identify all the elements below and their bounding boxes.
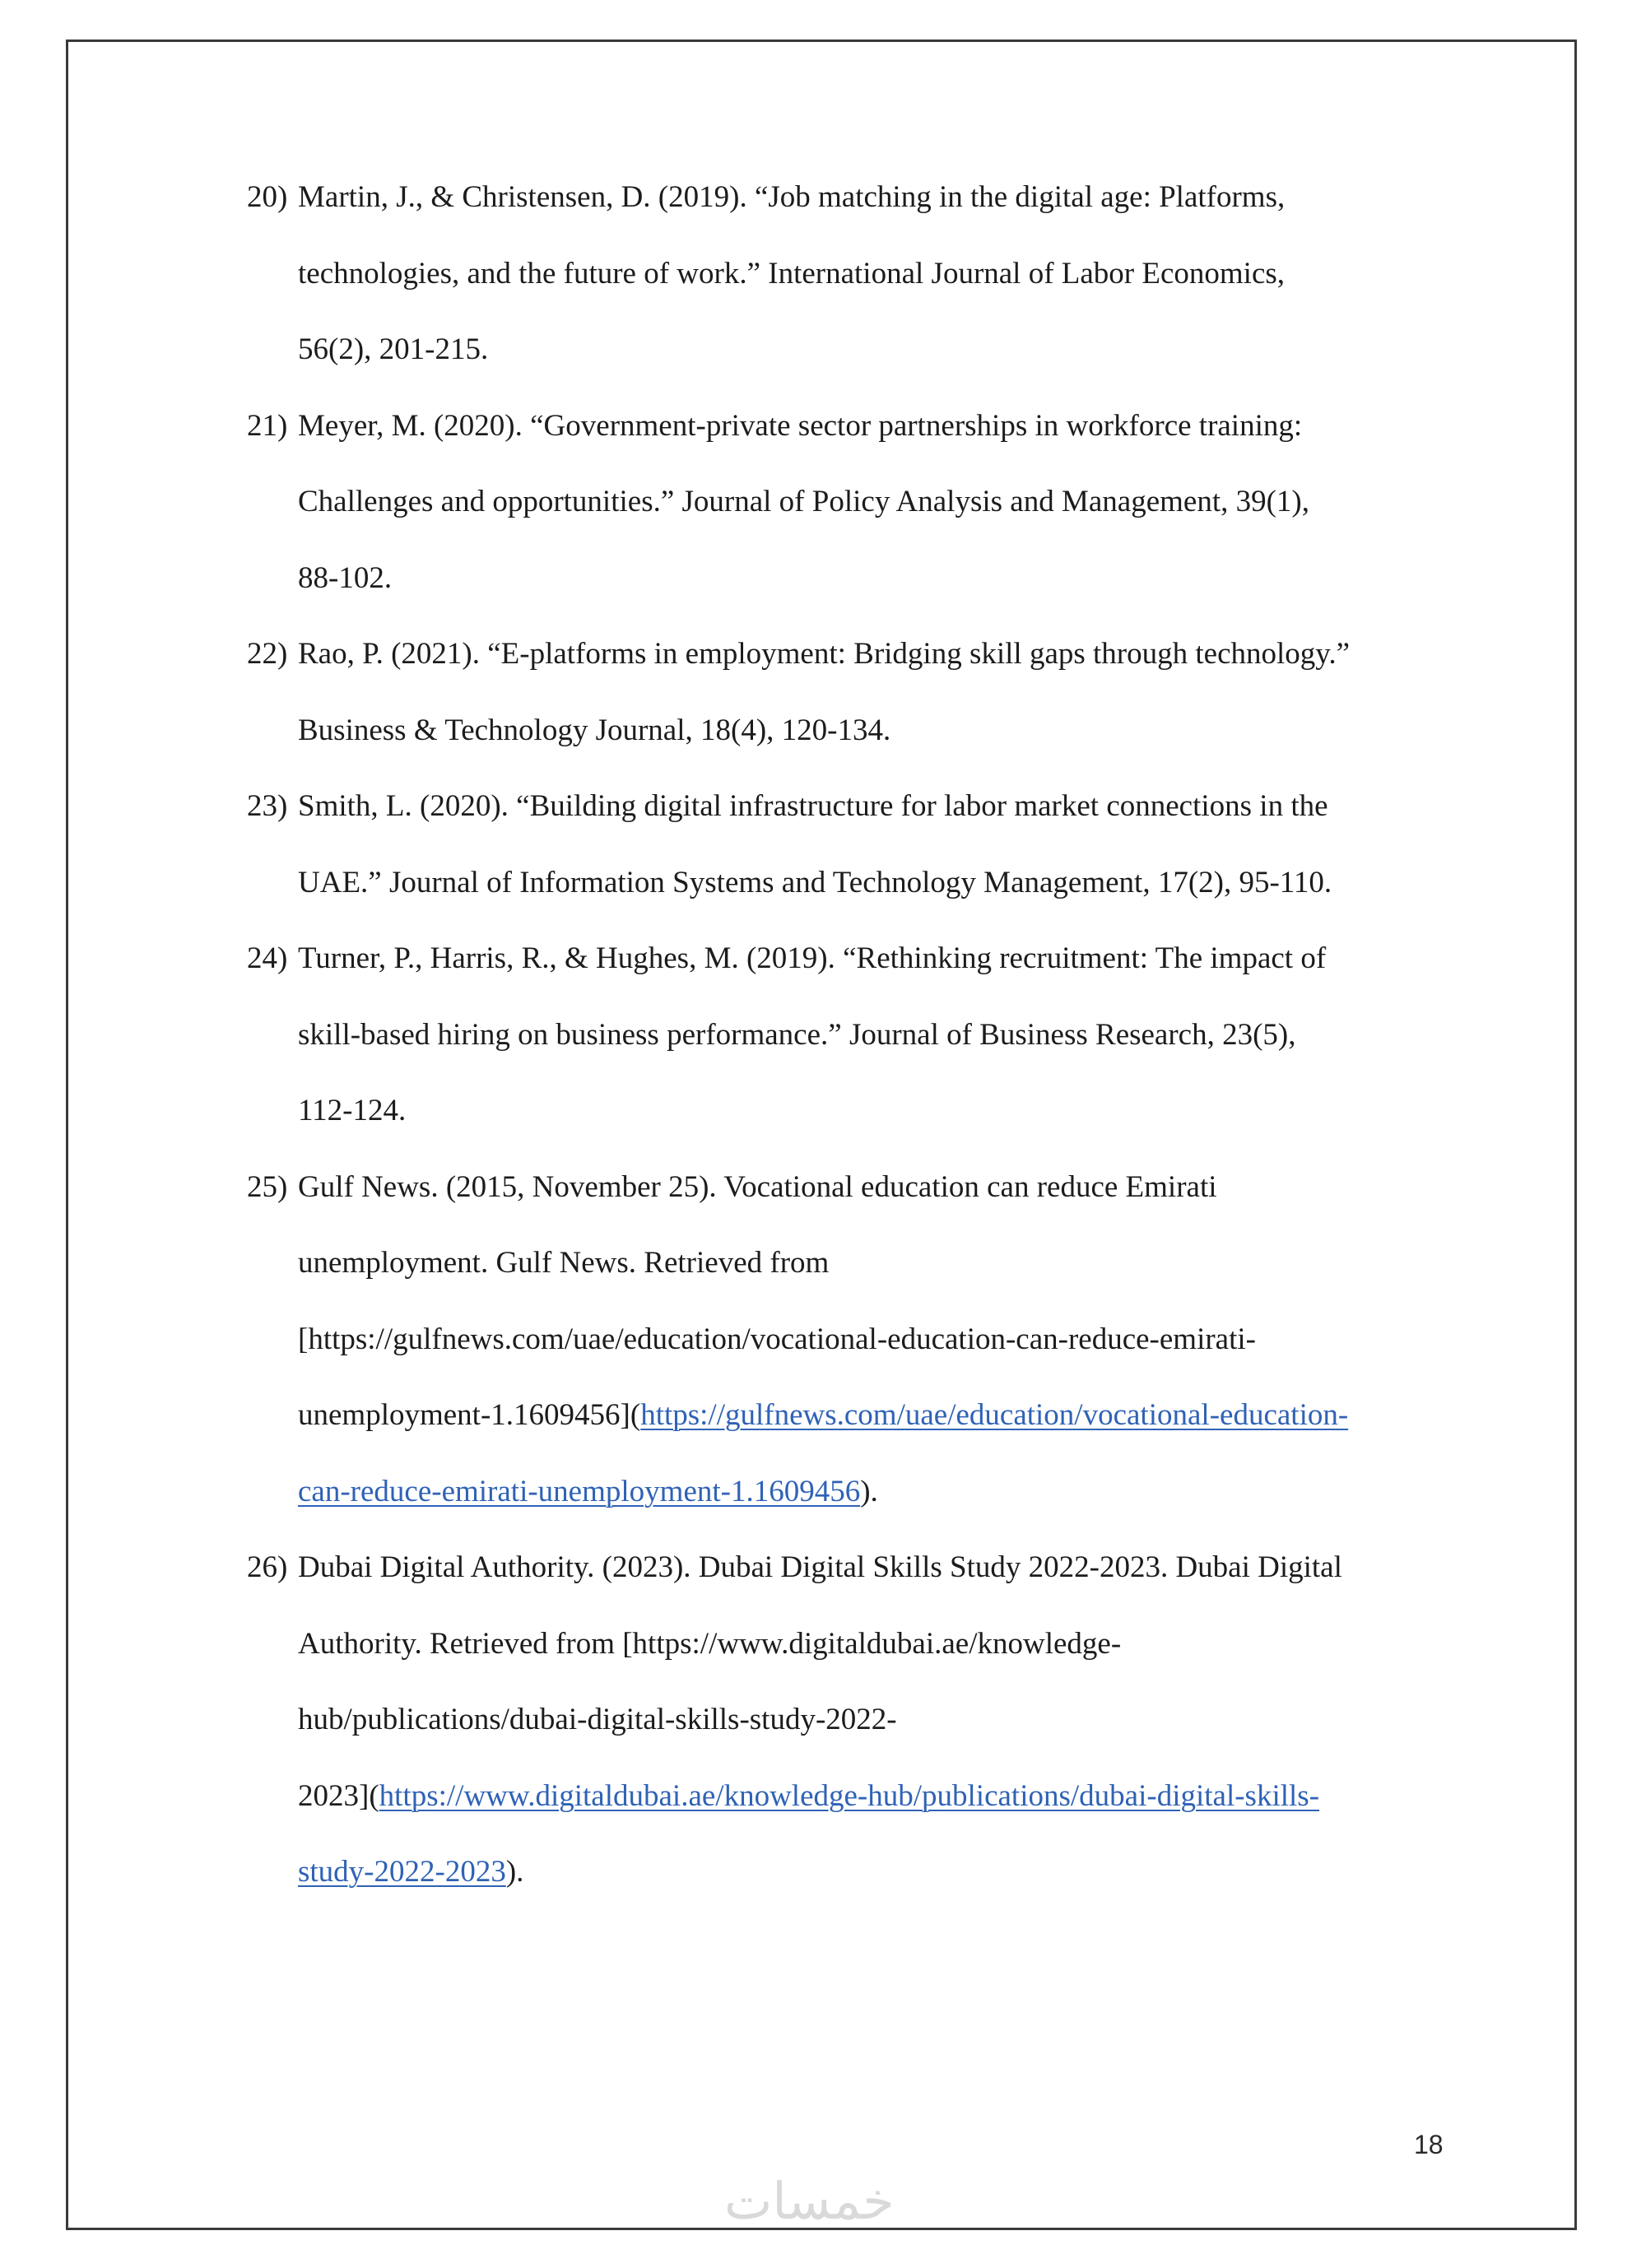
reference-number: 25) xyxy=(247,1169,288,1204)
reference-text-line: Dubai Digital Authority. (2023). Dubai Digital Skills Study 2022-2023. Dubai Digital xyxy=(298,1550,1342,1584)
reference-text-fragment: unemployment-1.1609456]( xyxy=(298,1398,641,1432)
digitaldubai-link[interactable]: https://www.digitaldubai.ae/knowledge-hub/publications/dubai-digital-skills- xyxy=(379,1778,1320,1813)
reference-text-line: 112-124. xyxy=(298,1094,407,1127)
reference-text-line xyxy=(298,1378,1457,1454)
reference-text-line: Rao, P. (2021). “E-platforms in employment: Bridging skill gaps through technology.” xyxy=(298,637,1351,671)
reference-number: 21) xyxy=(247,408,288,443)
reference-text-line: 56(2), 201-215. xyxy=(298,332,489,366)
reference-text-line: Martin, J., & Christensen, D. (2019). “Job matching in the digital age: Platforms, xyxy=(298,180,1286,214)
reference-text-line: Smith, L. (2020). “Building digital infrastructure for labor market connections in the xyxy=(298,789,1328,823)
reference-text-line xyxy=(298,1834,1457,1911)
reference-text-line xyxy=(298,1454,1457,1531)
reference-text-line: technologies, and the future of work.” International Journal of Labor Economics, xyxy=(298,256,1286,290)
reference-text-line: skill-based hiring on business performance.” Journal of Business Research, 23(5), xyxy=(298,1017,1296,1052)
reference-item-22 xyxy=(247,616,1457,769)
reference-text-line: hub/publications/dubai-digital-skills-study-2022- xyxy=(298,1703,897,1736)
gulfnews-link-continued[interactable]: can-reduce-emirati-unemployment-1.1609456 xyxy=(298,1474,861,1508)
reference-item-24 xyxy=(247,921,1457,1150)
reference-text-line: UAE.” Journal of Information Systems and Technology Management, 17(2), 95-110. xyxy=(298,865,1332,899)
reference-text-line: 88-102. xyxy=(298,560,393,595)
reference-text-line: Meyer, M. (2020). “Government-private sector partnerships in workforce training: xyxy=(298,408,1303,443)
reference-text-line xyxy=(298,1759,1457,1835)
reference-item-20 xyxy=(247,160,1457,388)
watermark-logo: خمسات xyxy=(724,2171,895,2231)
reference-text-line: [https://gulfnews.com/uae/education/vocational-education-can-reduce-emirati- xyxy=(298,1322,1256,1356)
reference-text-line: unemployment. Gulf News. Retrieved from xyxy=(298,1246,830,1280)
reference-text-line: Challenges and opportunities.” Journal of Policy Analysis and Management, 39(1), xyxy=(298,485,1309,518)
digitaldubai-link-continued[interactable]: study-2022-2023 xyxy=(298,1855,506,1889)
gulfnews-link[interactable]: https://gulfnews.com/uae/education/vocational-education- xyxy=(640,1398,1349,1432)
reference-item-23 xyxy=(247,769,1457,921)
reference-number: 20) xyxy=(247,180,288,214)
reference-item-25 xyxy=(247,1150,1457,1531)
reference-text-line: Gulf News. (2015, November 25). Vocational education can reduce Emirati xyxy=(298,1169,1217,1204)
reference-text-line: Authority. Retrieved from [https://www.digitaldubai.ae/knowledge- xyxy=(298,1626,1122,1661)
reference-list xyxy=(247,160,1457,1911)
reference-number: 22) xyxy=(247,637,288,671)
reference-text-fragment: ). xyxy=(860,1474,878,1508)
reference-text-line: Turner, P., Harris, R., & Hughes, M. (2019). “Rethinking recruitment: The impact of xyxy=(298,941,1327,975)
reference-text-fragment: 2023]( xyxy=(298,1778,379,1813)
reference-number: 26) xyxy=(247,1550,288,1584)
reference-number: 24) xyxy=(247,941,288,975)
reference-item-26 xyxy=(247,1530,1457,1911)
reference-number: 23) xyxy=(247,789,288,823)
reference-text-line: Business & Technology Journal, 18(4), 120-134. xyxy=(298,713,891,747)
page-number: 18 xyxy=(1414,2130,1444,2159)
reference-item-21 xyxy=(247,388,1457,617)
reference-text-fragment: ). xyxy=(505,1855,524,1889)
